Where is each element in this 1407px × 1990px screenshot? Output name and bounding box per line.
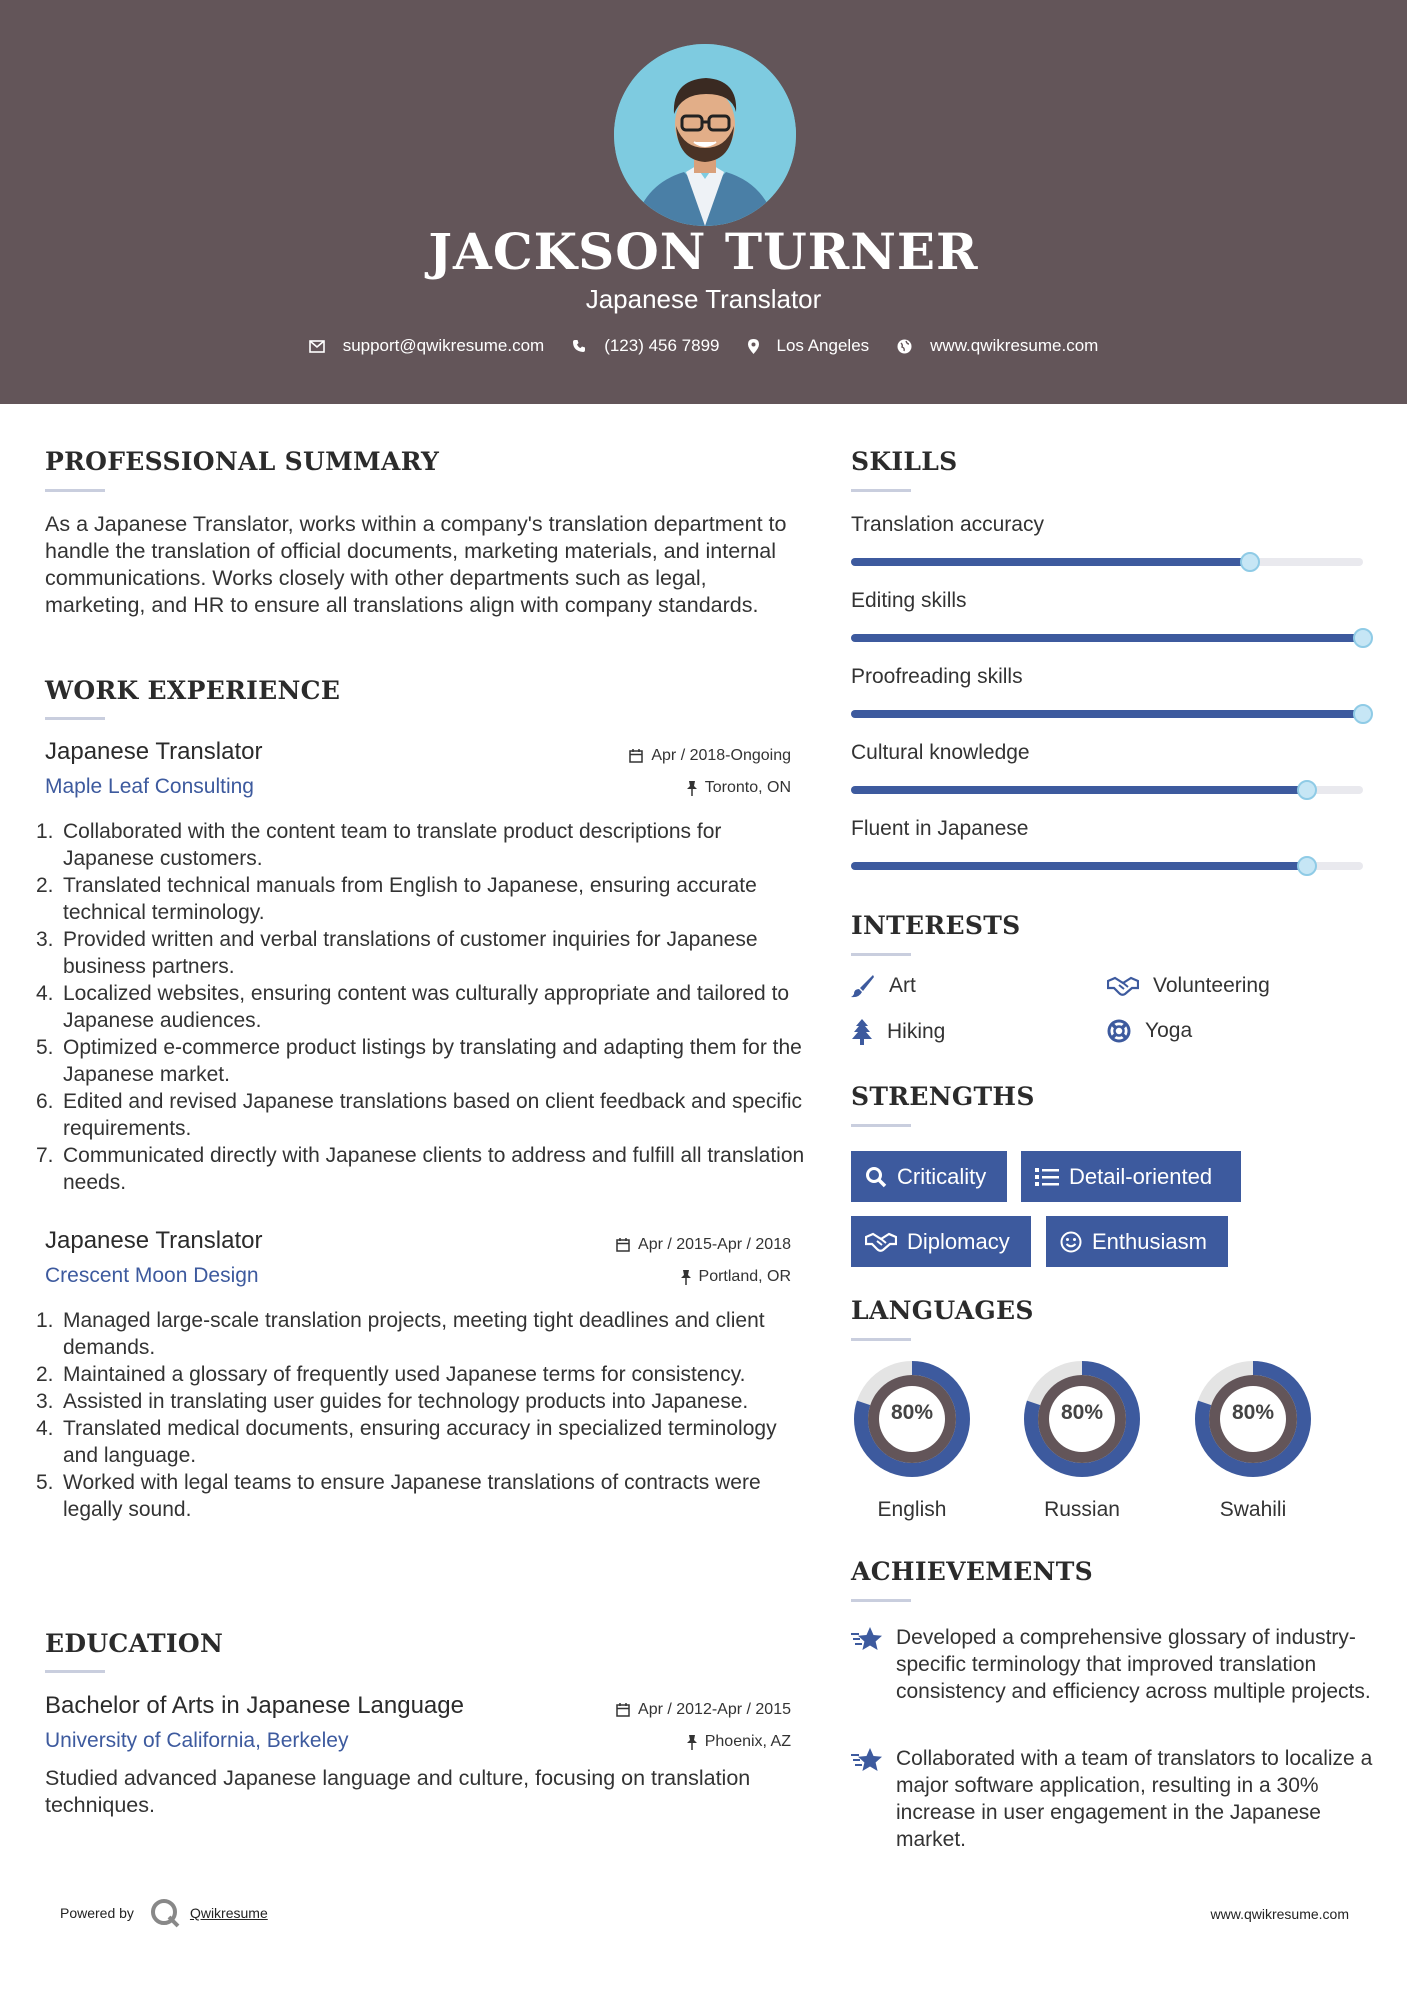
- section-divider: [851, 1124, 911, 1127]
- list-item: 2. Translated technical manuals from English to Japanese, ensuring accurate technical terminology.: [36, 874, 757, 924]
- job-date: [629, 747, 791, 765]
- list-item: 7. Communicated directly with Japanese clients to address and fulfill all translation needs.: [36, 1144, 805, 1194]
- profile-photo: [614, 44, 796, 226]
- interest-label: Yoga: [1145, 1019, 1193, 1042]
- skill-bar-knob: [1297, 856, 1317, 876]
- skill-label: Fluent in Japanese: [851, 817, 1029, 840]
- list-item: 4. Translated medical documents, ensuring accuracy in specialized terminology and language.: [36, 1417, 777, 1467]
- language-percent: 80%: [1231, 1401, 1275, 1424]
- education-description: Studied advanced Japanese language and culture, focusing on translation techniques.: [45, 1766, 751, 1817]
- section-title-skills: SKILLS: [851, 447, 958, 476]
- interest-art: [851, 974, 916, 998]
- globe-icon: [897, 339, 912, 354]
- qwikresume-logo-icon: [150, 1898, 180, 1928]
- list-item: 3. Assisted in translating user guides for technology products into Japanese.: [36, 1390, 749, 1413]
- strength-criticality: [851, 1151, 1007, 1202]
- interest-label: Volunteering: [1153, 974, 1270, 997]
- candidate-title: Japanese Translator: [585, 284, 822, 314]
- language-name: Russian: [1044, 1498, 1120, 1521]
- skill-bar-fill: [851, 710, 1363, 718]
- resume-header: [0, 0, 1407, 404]
- section-divider: [45, 1670, 105, 1673]
- job-date-text: Apr / 2018-Ongoing: [651, 747, 791, 764]
- job-company: Maple Leaf Consulting: [45, 775, 254, 798]
- skill-bar: [851, 558, 1363, 566]
- strength-enthusiasm: [1046, 1216, 1228, 1267]
- section-divider: [851, 489, 911, 492]
- education-location-text: Phoenix, AZ: [704, 1733, 791, 1750]
- job-date: [616, 1236, 791, 1254]
- section-title-education: EDUCATION: [45, 1629, 224, 1658]
- contact-email[interactable]: [309, 336, 545, 356]
- pushpin-icon: [687, 781, 697, 796]
- contact-location: [748, 336, 870, 356]
- handshake-icon: [865, 1231, 897, 1253]
- skill-bar: [851, 786, 1363, 794]
- powered-by-label: Powered by: [60, 1905, 134, 1921]
- job-location-text: Toronto, ON: [704, 779, 791, 796]
- interest-volunteering: [1107, 974, 1270, 998]
- job-duties: [36, 1307, 805, 1523]
- envelope-icon: [309, 340, 325, 353]
- skill-bar-knob: [1353, 704, 1373, 724]
- language-percent: 80%: [1060, 1401, 1104, 1424]
- section-title-strengths: STRENGTHS: [851, 1082, 1035, 1111]
- skill-label: Editing skills: [851, 589, 967, 612]
- job-date-text: Apr / 2015-Apr / 2018: [638, 1236, 791, 1253]
- skill-bar: [851, 862, 1363, 870]
- calendar-icon: [629, 749, 643, 763]
- paintbrush-icon: [851, 974, 875, 998]
- handshake-icon: [1107, 975, 1139, 997]
- phone-icon: [572, 339, 586, 353]
- language-name: English: [877, 1498, 947, 1521]
- contact-location-text: Los Angeles: [776, 336, 870, 355]
- tree-icon: [851, 1019, 873, 1045]
- map-pin-icon: [748, 339, 759, 354]
- section-divider: [45, 489, 105, 492]
- list-item: 5. Worked with legal teams to ensure Japanese translations of contracts were legally sound.: [36, 1471, 761, 1521]
- list-item: 2. Maintained a glossary of frequently used Japanese terms for consistency.: [36, 1363, 746, 1386]
- list-icon: [1035, 1167, 1059, 1187]
- section-divider: [851, 1338, 911, 1341]
- strength-diplomacy: [851, 1216, 1031, 1267]
- calendar-icon: [616, 1238, 630, 1252]
- list-item: 1. Collaborated with the content team to translate product descriptions for Japanese customers.: [36, 820, 722, 870]
- interest-hiking: [851, 1019, 945, 1045]
- list-item: 1. Managed large-scale translation projects, meeting tight deadlines and client demands.: [36, 1309, 765, 1359]
- job-role: Japanese Translator: [45, 1227, 263, 1254]
- section-title-summary: PROFESSIONAL SUMMARY: [45, 447, 440, 476]
- section-title-languages: LANGUAGES: [851, 1296, 1034, 1325]
- achievement-text: Collaborated with a team of translators to localize a major software application, resulting in a 30% increase in user engagement in the Japanese market.: [896, 1747, 1373, 1851]
- skill-bar-knob: [1297, 780, 1317, 800]
- education-location: [687, 1733, 791, 1751]
- skill-bar-fill: [851, 558, 1250, 566]
- contact-website[interactable]: [897, 336, 1098, 356]
- education-date-text: Apr / 2012-Apr / 2015: [638, 1701, 791, 1718]
- interest-yoga: [1107, 1019, 1192, 1043]
- strength-label: Criticality: [897, 1163, 987, 1189]
- footer-brand-link[interactable]: Qwikresume: [189, 1905, 268, 1921]
- section-title-achievements: ACHIEVEMENTS: [851, 1557, 1093, 1586]
- contact-website-text: www.qwikresume.com: [930, 336, 1099, 355]
- interest-label: Hiking: [887, 1020, 946, 1043]
- skill-label: Translation accuracy: [851, 513, 1044, 536]
- skill-bar-fill: [851, 862, 1307, 870]
- summary-text: As a Japanese Translator, works within a company's translation department to handle the translation of official documents, marketing materials, and internal communications. Works closely with other departments such as legal, marketing, and HR to ensure all translations align with company standards.: [45, 512, 787, 617]
- section-divider: [45, 717, 105, 720]
- contact-phone[interactable]: [572, 336, 719, 356]
- skill-bar-knob: [1353, 628, 1373, 648]
- achievement-text: Developed a comprehensive glossary of industry-specific terminology that improved translation consistency and efficiency across multiple projects.: [896, 1626, 1371, 1703]
- skill-label: Cultural knowledge: [851, 741, 1030, 764]
- interest-label: Art: [889, 974, 916, 997]
- star-icon: [851, 1747, 883, 1775]
- list-item: 4. Localized websites, ensuring content was culturally appropriate and tailored to Japanese audiences.: [36, 982, 790, 1032]
- pushpin-icon: [681, 1270, 691, 1285]
- strength-label: Detail-oriented: [1069, 1163, 1213, 1189]
- footer-powered-by: [60, 1898, 268, 1928]
- job-company: Crescent Moon Design: [45, 1264, 259, 1287]
- search-icon: [865, 1166, 887, 1188]
- section-divider: [851, 953, 911, 956]
- section-title-interests: INTERESTS: [851, 911, 1021, 940]
- smile-icon: [1060, 1231, 1082, 1253]
- list-item: 5. Optimized e-commerce product listings by translating and adapting them for the Japanese market.: [36, 1036, 802, 1086]
- job-location-text: Portland, OR: [698, 1268, 791, 1285]
- section-title-experience: WORK EXPERIENCE: [45, 676, 341, 705]
- education-school: University of California, Berkeley: [45, 1729, 349, 1752]
- list-item: 6. Edited and revised Japanese translations based on client feedback and specific requirements.: [36, 1090, 802, 1140]
- strength-label: Enthusiasm: [1092, 1228, 1207, 1254]
- strength-detail-oriented: [1021, 1151, 1241, 1202]
- language-name: Swahili: [1219, 1498, 1287, 1521]
- skill-bar-fill: [851, 786, 1307, 794]
- strength-label: Diplomacy: [907, 1228, 1010, 1254]
- skill-bar: [851, 710, 1363, 718]
- calendar-icon: [616, 1703, 630, 1717]
- skill-bar: [851, 634, 1363, 642]
- lifering-icon: [1107, 1019, 1131, 1043]
- education-degree: Bachelor of Arts in Japanese Language: [45, 1692, 464, 1719]
- job-role: Japanese Translator: [45, 738, 263, 765]
- contact-phone-text: (123) 456 7899: [604, 336, 720, 355]
- contact-email-text: support@qwikresume.com: [342, 336, 545, 355]
- star-icon: [851, 1626, 883, 1654]
- pushpin-icon: [687, 1735, 697, 1750]
- list-item: 3. Provided written and verbal translations of customer inquiries for Japanese business partners.: [36, 928, 758, 978]
- job-location: [681, 1268, 791, 1286]
- contact-bar: [0, 336, 1407, 356]
- footer-website[interactable]: www.qwikresume.com: [1210, 1906, 1349, 1922]
- job-location: [687, 779, 791, 797]
- skill-bar-fill: [851, 634, 1363, 642]
- skill-bar-knob: [1240, 552, 1260, 572]
- education-date: [616, 1701, 791, 1719]
- language-percent: 80%: [890, 1401, 934, 1424]
- section-divider: [851, 1599, 911, 1602]
- candidate-name: JACKSON TURNER: [428, 222, 979, 281]
- job-duties: [36, 818, 805, 1196]
- skill-label: Proofreading skills: [851, 665, 1023, 688]
